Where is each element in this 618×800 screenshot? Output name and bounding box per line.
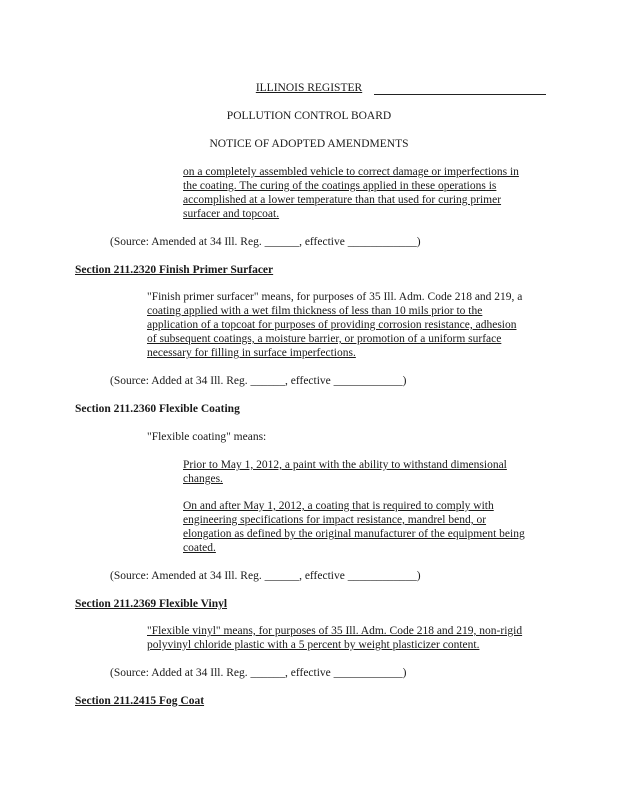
source-note: (Source: Added at 34 Ill. Reg. ______, effective ____________)	[110, 667, 407, 679]
notice-title: NOTICE OF ADOPTED AMENDMENTS	[209, 138, 409, 150]
intro-line: accomplished at a lower temperature than that used for curing primer	[183, 194, 502, 206]
definition-line: elongation as defined by the original manufacturer of the equipment being	[183, 528, 525, 540]
intro-line: surfacer and topcoat.	[183, 208, 280, 220]
definition-line: necessary for filling in surface imperfections.	[147, 347, 356, 359]
definition-intro: "Flexible coating" means:	[147, 431, 267, 443]
register-title: ILLINOIS REGISTER	[255, 82, 363, 94]
register-rule	[374, 94, 546, 95]
definition-line: coating applied with a wet film thickness of less than 10 mils prior to the	[147, 305, 483, 317]
definition-line: Prior to May 1, 2012, a paint with the ability to withstand dimensional	[183, 459, 507, 471]
section-heading: Section 211.2360 Flexible Coating	[75, 403, 240, 415]
definition-line: On and after May 1, 2012, a coating that is required to comply with	[183, 500, 494, 512]
source-note: (Source: Added at 34 Ill. Reg. ______, effective ____________)	[110, 375, 407, 387]
definition-line: "Flexible vinyl" means, for purposes of 35 Ill. Adm. Code 218 and 219, non-rigid	[147, 625, 523, 637]
definition-line: coated.	[183, 542, 216, 554]
definition-line: engineering specifications for impact resistance, mandrel bend, or	[183, 514, 487, 526]
source-note: (Source: Amended at 34 Ill. Reg. ______, effective ____________)	[110, 570, 421, 582]
board-title: POLLUTION CONTROL BOARD	[226, 110, 392, 122]
intro-line: on a completely assembled vehicle to correct damage or imperfections in	[183, 166, 519, 178]
section-heading: Section 211.2415 Fog Coat	[75, 695, 205, 707]
definition-line: changes.	[183, 473, 223, 485]
definition-line: application of a topcoat for purposes of providing corrosion resistance, adhesion	[147, 319, 517, 331]
source-note: (Source: Amended at 34 Ill. Reg. ______, effective ____________)	[110, 236, 421, 248]
definition-line: "Finish primer surfacer" means, for purposes of 35 Ill. Adm. Code 218 and 219, a	[147, 291, 523, 303]
section-heading: Section 211.2320 Finish Primer Surfacer	[75, 264, 274, 276]
section-heading: Section 211.2369 Flexible Vinyl	[75, 598, 228, 610]
definition-line: polyvinyl chloride plastic with a 5 percent by weight plasticizer content.	[147, 639, 480, 651]
intro-line: the coating. The curing of the coatings applied in these operations is	[183, 180, 497, 192]
definition-line: of subsequent coatings, a moisture barrier, or promotion of a uniform surface	[147, 333, 502, 345]
register-title-row	[0, 82, 618, 94]
